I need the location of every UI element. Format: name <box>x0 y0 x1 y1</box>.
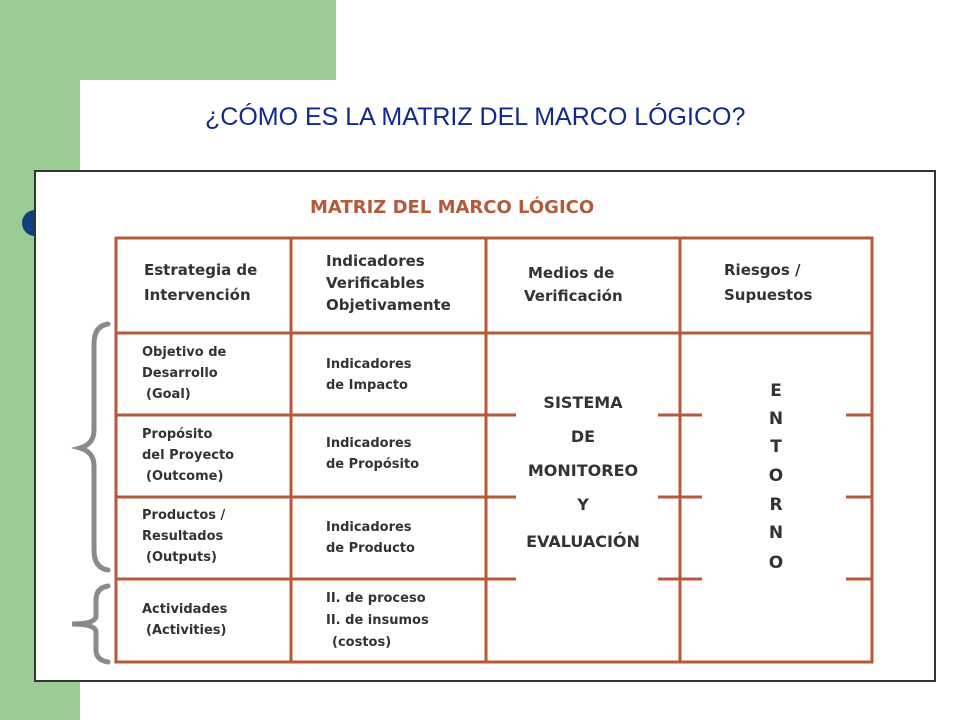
row-goal-strategy-line-2: Desarrollo <box>142 366 218 381</box>
header-indicators-line-3: Objetivamente <box>326 296 451 314</box>
row-outcome-indicators-line-1: Indicadores <box>326 436 412 451</box>
header-green-band <box>0 0 336 80</box>
header-risks <box>724 261 812 304</box>
row-goal-indicators-line-2: de Impacto <box>326 378 408 393</box>
row-outputs-strategy-line-3: (Outputs) <box>146 550 217 565</box>
environment-letter-3: T <box>770 437 782 457</box>
header-verification-line-2: Verificación <box>524 287 623 305</box>
row-outcome-strategy-line-3: (Outcome) <box>146 469 224 484</box>
row-activities-strategy-line-2: (Activities) <box>146 623 227 638</box>
row-goal-indicators-line-1: Indicadores <box>326 357 412 372</box>
row-goal-strategy-line-1: Objetivo de <box>142 345 227 360</box>
row-activities-indicators-line-2: II. de insumos <box>326 613 429 628</box>
header-indicators <box>326 252 451 314</box>
header-strategy-line-1: Estrategia de <box>144 261 258 279</box>
header-indicators-line-2: Verificables <box>326 274 425 292</box>
monitoring-line-5: EVALUACIÓN <box>526 532 640 551</box>
environment-letter-6: N <box>768 523 784 543</box>
slide-title: ¿CÓMO ES LA MATRIZ DEL MARCO LÓGICO? <box>205 103 746 131</box>
monitoring-line-3: MONITOREO <box>527 461 639 480</box>
environment-letter-7: O <box>768 553 784 573</box>
header-risks-line-2: Supuestos <box>724 286 813 304</box>
header-risks-line-1: Riesgos / <box>724 261 801 279</box>
monitoring-line-2: DE <box>570 427 596 446</box>
matrix-heading: MATRIZ DEL MARCO LÓGICO <box>310 197 595 218</box>
row-activities-strategy-line-1: Actividades <box>142 602 228 617</box>
row-outputs-strategy-line-2: Resultados <box>142 529 224 544</box>
upper-brace-icon <box>80 324 108 570</box>
row-outcome-strategy-line-2: del Proyecto <box>142 448 235 463</box>
environment-letter-1: E <box>770 381 782 401</box>
matrix-figure <box>34 170 936 682</box>
environment-letter-5: R <box>769 495 783 515</box>
row-outputs-indicators-line-1: Indicadores <box>326 520 412 535</box>
row-outcome-strategy-line-1: Propósito <box>142 427 213 442</box>
header-verification <box>524 264 623 305</box>
lower-brace-icon <box>72 586 108 662</box>
row-outputs-indicators-line-2: de Producto <box>326 541 415 556</box>
header-strategy-line-2: Intervención <box>144 286 251 304</box>
row-outputs-strategy-line-1: Productos / <box>142 508 226 523</box>
row-goal-strategy-line-3: (Goal) <box>146 387 191 402</box>
environment-letter-2: N <box>768 409 784 429</box>
header-indicators-line-1: Indicadores <box>326 252 425 270</box>
environment-letter-4: O <box>768 466 784 486</box>
matrix-diagram <box>36 172 936 682</box>
header-verification-line-1: Medios de <box>528 264 615 282</box>
row-activities-indicators-line-3: (costos) <box>332 635 392 650</box>
row-activities-indicators-line-1: II. de proceso <box>326 591 426 606</box>
monitoring-line-4: Y <box>577 495 589 514</box>
monitoring-line-1: SISTEMA <box>543 393 623 412</box>
row-outcome-indicators-line-2: de Propósito <box>326 457 420 472</box>
header-strategy <box>144 261 257 304</box>
